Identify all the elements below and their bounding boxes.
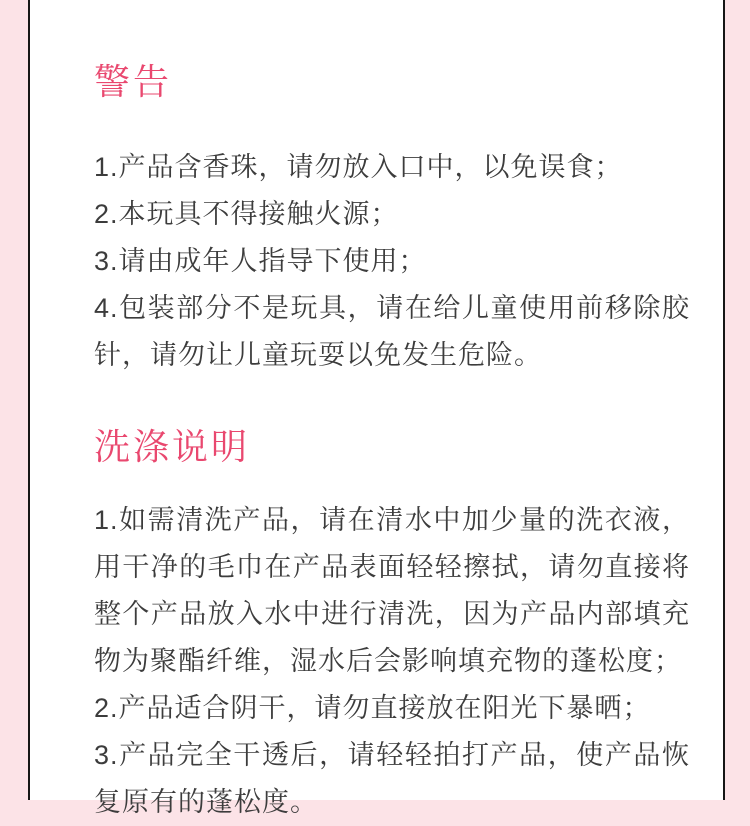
- warning-item-1: 1.产品含香珠，请勿放入口中，以免误食；: [94, 152, 623, 182]
- washing-item-1: 1.如需清洗产品，请在清水中加少量的洗衣液，用干净的毛巾在产品表面轻轻擦拭，请勿直接将整个产品放入水中进行清洗，因为产品内部填充物为聚酯纤维，湿水后会影响填充物的蓬松度；: [94, 505, 690, 676]
- product-notice-card: [28, 0, 725, 817]
- warning-item-2: 2.本玩具不得接触火源；: [94, 199, 399, 229]
- washing-section-heading: 洗涤说明: [94, 426, 251, 467]
- warning-section-heading: 警告: [94, 61, 173, 102]
- notice-content: [94, 62, 690, 826]
- washing-item-3: 3.产品完全干透后，请轻轻拍打产品，使产品恢复原有的蓬松度。: [94, 740, 690, 817]
- warning-item-3: 3.请由成年人指导下使用；: [94, 246, 427, 276]
- warning-item-4: 4.包装部分不是玩具，请在给儿童使用前移除胶针，请勿让儿童玩耍以免发生危险。: [94, 293, 690, 370]
- washing-list: [94, 497, 690, 826]
- warning-list: [94, 144, 690, 379]
- washing-item-2: 2.产品适合阴干，请勿直接放在阳光下暴晒；: [94, 693, 651, 723]
